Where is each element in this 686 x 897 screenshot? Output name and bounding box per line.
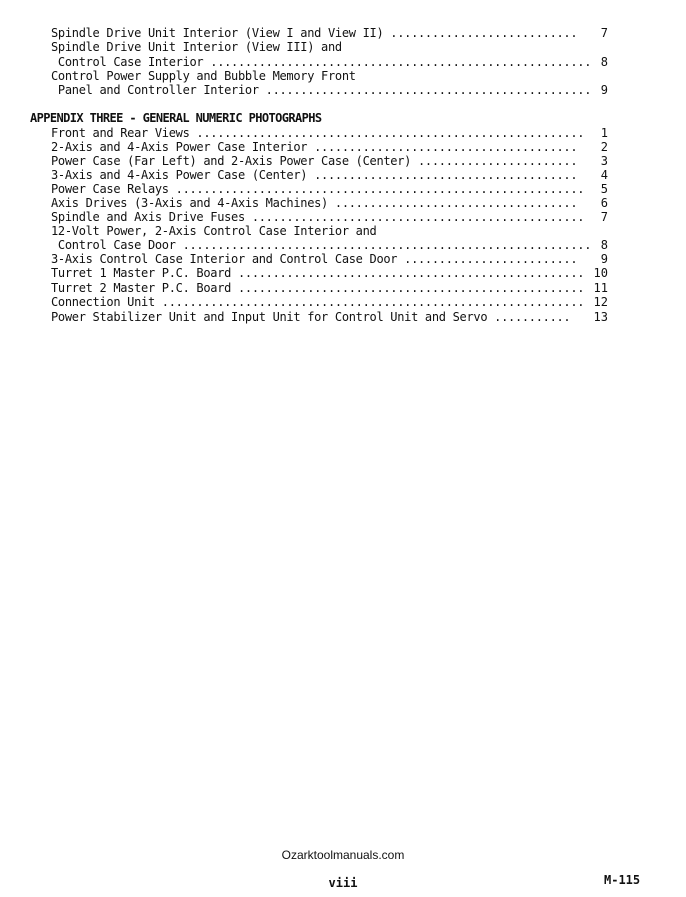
toc-entry-title-cont: Panel and Controller Interior ............................................... — [51, 83, 592, 97]
footer-site: Ozarktoolmanuals.com — [281, 848, 405, 862]
toc-entry-page: 6 — [600, 196, 608, 210]
toc-entry-title: Turret 1 Master P.C. Board .................................................. — [51, 266, 585, 280]
toc-entry-title: Power Case (Far Left) and 2-Axis Power Case (Center) ....................... — [51, 154, 578, 168]
toc-entry-page: 7 — [600, 210, 608, 224]
toc-entry-title: 3-Axis and 4-Axis Power Case (Center) ...................................... — [51, 168, 578, 182]
toc-entry-page: 10 — [593, 266, 608, 280]
toc-entry-title: Connection Unit ............................................................. — [51, 295, 585, 309]
toc-entry-title: Front and Rear Views ........................................................ — [51, 126, 585, 140]
document-code: M-115 — [604, 873, 641, 887]
toc-entry-title: 3-Axis Control Case Interior and Control Case Door ......................... — [51, 252, 578, 266]
toc-entry-title: Spindle Drive Unit Interior (View III) and — [51, 40, 342, 54]
toc-entry-page: 13 — [593, 310, 608, 324]
toc-entry-title: Spindle Drive Unit Interior (View I and View II) ........................... — [51, 26, 578, 40]
toc-entry-page: 8 — [600, 238, 608, 252]
toc-entry-title: Turret 2 Master P.C. Board .................................................. — [51, 281, 585, 295]
toc-entry-title: 12-Volt Power, 2-Axis Control Case Interior and — [51, 224, 377, 238]
toc-entry-title: Power Stabilizer Unit and Input Unit for Control Unit and Servo ........... — [51, 310, 571, 324]
toc-entry-title: Control Power Supply and Bubble Memory Front — [51, 69, 356, 83]
toc-entry-title: Power Case Relays ........................................................... — [51, 182, 585, 196]
toc-entry-page: 12 — [593, 295, 608, 309]
appendix-heading: APPENDIX THREE - GENERAL NUMERIC PHOTOGRAPHS — [30, 111, 322, 125]
toc-entry-page: 1 — [600, 126, 608, 140]
toc-entry-page: 3 — [600, 154, 608, 168]
toc-entry-page: 8 — [600, 55, 608, 69]
toc-entry-title-cont: Control Case Interior ....................................................... — [51, 55, 592, 69]
toc-entry-page: 7 — [600, 26, 608, 40]
toc-entry-page: 4 — [600, 168, 608, 182]
toc-entry-page: 9 — [600, 252, 608, 266]
toc-entry-title-cont: Control Case Door ........................................................... — [51, 238, 592, 252]
toc-entry-page: 5 — [600, 182, 608, 196]
toc-entry-title: 2-Axis and 4-Axis Power Case Interior ...................................... — [51, 140, 578, 154]
page-number: viii — [328, 876, 358, 890]
toc-entry-title: Axis Drives (3-Axis and 4-Axis Machines) ................................... — [51, 196, 578, 210]
toc-entry-page: 11 — [593, 281, 608, 295]
toc-entry-page: 2 — [600, 140, 608, 154]
toc-entry-page: 9 — [600, 83, 608, 97]
toc-entry-title: Spindle and Axis Drive Fuses ................................................ — [51, 210, 585, 224]
